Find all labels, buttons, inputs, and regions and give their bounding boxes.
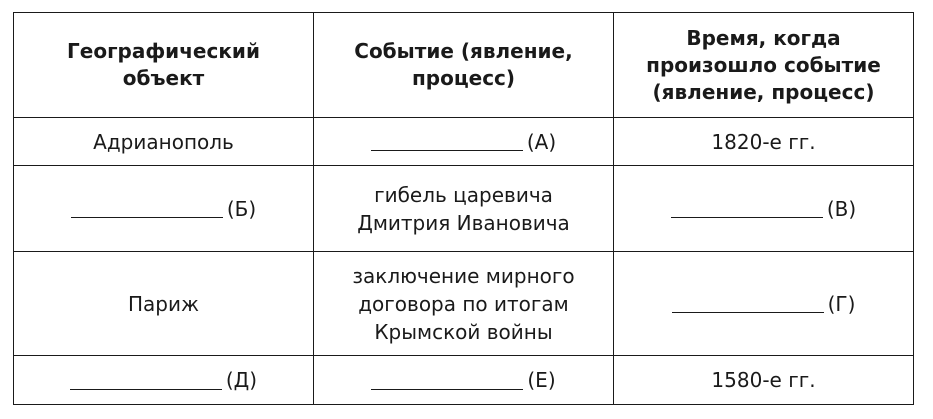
table-row xyxy=(14,118,914,166)
events-table xyxy=(13,12,914,405)
header-geographic-object: Географический объект xyxy=(14,13,314,118)
answer-blank-line xyxy=(70,388,222,390)
blank-label: (В) xyxy=(826,196,857,221)
table-row xyxy=(14,252,914,356)
header-event: Событие (явление, процесс) xyxy=(314,13,614,118)
answer-blank-line xyxy=(371,149,523,151)
blank-label: (Е) xyxy=(527,368,556,392)
cell-object: Адрианополь xyxy=(14,118,314,166)
cell-event: гибель царевича Дмитрия Ивановича xyxy=(314,166,614,252)
table-header-row xyxy=(14,13,914,118)
cell-time: 1580-е гг. xyxy=(614,356,914,405)
answer-blank-line xyxy=(371,388,523,390)
cell-time-blank xyxy=(614,252,914,356)
header-time: Время, когда произошло событие (явление, процесс) xyxy=(614,13,914,118)
answer-blank-line xyxy=(671,216,823,218)
cell-event-blank xyxy=(314,118,614,166)
table-row xyxy=(14,356,914,405)
cell-object-blank xyxy=(14,356,314,405)
blank-label: (Б) xyxy=(226,196,257,221)
blank-label: (Д) xyxy=(225,368,258,392)
cell-time-blank xyxy=(614,166,914,252)
cell-time: 1820-е гг. xyxy=(614,118,914,166)
blank-label: (А) xyxy=(526,129,557,154)
cell-event: заключение мирного договора по итогам Крымской войны xyxy=(314,252,614,356)
table-row xyxy=(14,166,914,252)
blank-label: (Г) xyxy=(827,291,856,316)
cell-event-blank xyxy=(314,356,614,405)
answer-blank-line xyxy=(672,311,824,313)
cell-object: Париж xyxy=(14,252,314,356)
cell-object-blank xyxy=(14,166,314,252)
answer-blank-line xyxy=(71,216,223,218)
